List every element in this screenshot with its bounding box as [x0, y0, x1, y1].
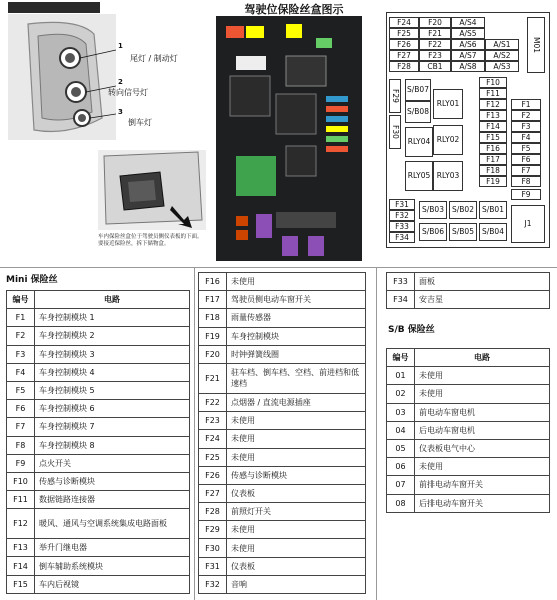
diag-F3: F3: [511, 121, 541, 132]
fuse-code: F19: [199, 327, 227, 345]
fuse-box-photo-image: [216, 16, 362, 261]
lamp-label-2: 转向信号灯: [108, 88, 148, 97]
fuse-circuit: 车身控制模块 4: [35, 363, 190, 381]
fuse-code: F30: [199, 539, 227, 557]
table-row: [199, 448, 366, 466]
fuse-circuit: 未使用: [227, 273, 366, 291]
fuse-circuit: 未使用: [227, 539, 366, 557]
table-row: [387, 385, 550, 403]
diag-F5: F5: [511, 143, 541, 154]
sb-header-circuit: 电路: [415, 349, 550, 367]
diag-F12: F12: [479, 99, 507, 110]
fuse-circuit: 时钟弹簧线圈: [227, 345, 366, 363]
lamp-label-3: 倒车灯: [128, 118, 152, 127]
table-row: [199, 503, 366, 521]
table-row: [199, 539, 366, 557]
fuse-circuit: 未使用: [415, 458, 550, 476]
diag-AS8: A/S8: [451, 61, 485, 72]
diag-AS3: A/S3: [485, 61, 519, 72]
fuse-circuit: 点烟器 / 直流电源插座: [227, 393, 366, 411]
fuse-circuit: 安吉星: [415, 291, 550, 309]
diag-F28: F28: [389, 61, 419, 72]
table-row: [387, 439, 550, 457]
fuse-code: F14: [7, 557, 35, 575]
fuse-box-photo: [216, 16, 362, 261]
fuse-circuit: 雨量传感器: [227, 309, 366, 327]
lamp-heading-bar: [8, 2, 100, 13]
fuse-circuit: 车身控制模块: [227, 327, 366, 345]
diag-SB01: S/B01: [479, 201, 507, 219]
table-row: [7, 327, 190, 345]
table-row: [199, 393, 366, 411]
fuse-circuit: 传感与诊断模块: [35, 472, 190, 490]
diag-F30: F30: [389, 115, 401, 149]
diag-CB1: CB1: [419, 61, 451, 72]
diag-F17: F17: [479, 154, 507, 165]
diag-F20: F20: [419, 17, 451, 28]
fuse-code: F34: [387, 291, 415, 309]
fuse-circuit: 前电动车窗电机: [415, 403, 550, 421]
table-row: [199, 291, 366, 309]
diag-RLY05: RLY05: [405, 161, 433, 191]
table-row: [7, 575, 190, 593]
table-row: [199, 327, 366, 345]
diag-AS7: A/S7: [451, 50, 485, 61]
fuse-code: F2: [7, 327, 35, 345]
fuse-circuit: 车身控制模块 3: [35, 345, 190, 363]
mini-fuse-title: Mini 保险丝: [6, 275, 58, 285]
fuse-circuit: 举升门继电器: [35, 539, 190, 557]
mini-fuse-table: [6, 290, 190, 594]
diag-AS4: A/S4: [451, 17, 485, 28]
table-row: [7, 509, 190, 539]
fuse-circuit: 暖风、通风与空调系统集成电路面板: [35, 509, 190, 539]
fuse-circuit: 传感与诊断模块: [227, 466, 366, 484]
table-row: [7, 454, 190, 472]
fuse-circuit: 倒车辅助系统模块: [35, 557, 190, 575]
table-row: [199, 309, 366, 327]
section-divider: [0, 267, 557, 268]
fuse-code: F9: [7, 454, 35, 472]
fuse-circuit: 车内后视镜: [35, 575, 190, 593]
glove-box-note: 车内保险丝盒位于驾驶员侧仪表板的下面。要接近保险丝，拆下储物盒。: [98, 234, 203, 247]
diag-F18: F18: [479, 165, 507, 176]
table-row: [199, 575, 366, 593]
diag-RLY01: RLY01: [433, 89, 463, 119]
fuse-circuit: 车身控制模块 6: [35, 400, 190, 418]
table-row: [199, 466, 366, 484]
fuse-code: F23: [199, 412, 227, 430]
fuse-circuit: 车身控制模块 5: [35, 381, 190, 399]
fuse-code: F33: [387, 273, 415, 291]
fuse-code: 02: [387, 385, 415, 403]
mini-header-circuit: 电路: [35, 291, 190, 309]
diag-J1: J1: [511, 205, 545, 243]
fuse-code: F6: [7, 400, 35, 418]
table-row: [387, 458, 550, 476]
diag-AS1: A/S1: [485, 39, 519, 50]
table-row: [7, 472, 190, 490]
diag-RLY02: RLY02: [433, 125, 463, 155]
mini-fuse-table-end: [386, 272, 550, 309]
diag-F22: F22: [419, 39, 451, 50]
fuse-layout-diagram: [386, 12, 550, 248]
diag-F9: F9: [511, 189, 541, 200]
diag-AS6: A/S6: [451, 39, 485, 50]
diag-SB04: S/B04: [479, 223, 507, 241]
diag-RLY03: RLY03: [433, 161, 463, 191]
table-row: [7, 400, 190, 418]
table-row: [7, 363, 190, 381]
diag-F32: F32: [389, 210, 415, 221]
diag-F26: F26: [389, 39, 419, 50]
table-row: [7, 345, 190, 363]
diag-F1: F1: [511, 99, 541, 110]
glove-box-image: [98, 150, 206, 230]
fuse-circuit: 车身控制模块 1: [35, 309, 190, 327]
table-row: [199, 345, 366, 363]
diag-AS5: A/S5: [451, 28, 485, 39]
fuse-circuit: 面板: [415, 273, 550, 291]
fuse-code: F22: [199, 393, 227, 411]
fuse-circuit: 车身控制模块 7: [35, 418, 190, 436]
fuse-code: F26: [199, 466, 227, 484]
diag-AS2: A/S2: [485, 50, 519, 61]
fuse-circuit: 驻车档、倒车档、空档、前进档和低速档: [227, 363, 366, 393]
diag-F33: F33: [389, 221, 415, 232]
sb-fuse-title: S/B 保险丝: [388, 325, 435, 335]
table-row: [7, 436, 190, 454]
diag-F34: F34: [389, 232, 415, 243]
diag-F16: F16: [479, 143, 507, 154]
table-row: [387, 476, 550, 494]
lamp-illustration: [4, 2, 200, 142]
table-row: [7, 309, 190, 327]
diag-F15: F15: [479, 132, 507, 143]
table-row: [199, 363, 366, 393]
table-row: [199, 484, 366, 502]
mini-header-num: 编号: [7, 291, 35, 309]
glove-box-illustration: [98, 150, 206, 262]
lamp-num-3: 3: [118, 108, 123, 116]
table-row: [7, 381, 190, 399]
fuse-code: F10: [7, 472, 35, 490]
fuse-code: F11: [7, 491, 35, 509]
table-row: [7, 539, 190, 557]
table-row: [7, 557, 190, 575]
fuse-code: 08: [387, 494, 415, 512]
diag-F21: F21: [419, 28, 451, 39]
fuse-code: F20: [199, 345, 227, 363]
table-row: [387, 494, 550, 512]
table-row: [199, 412, 366, 430]
fuse-circuit: 仪表板: [227, 557, 366, 575]
fuse-circuit: 驾驶员侧电动车窗开关: [227, 291, 366, 309]
fuse-code: F24: [199, 430, 227, 448]
diag-SB07: S/B07: [405, 79, 431, 101]
diag-F4: F4: [511, 132, 541, 143]
diag-F6: F6: [511, 154, 541, 165]
lamp-num-2: 2: [118, 78, 123, 86]
tail-lamp-image: [8, 14, 116, 140]
diag-SB05: S/B05: [449, 223, 477, 241]
fuse-code: 07: [387, 476, 415, 494]
mini-fuse-table-continued: [198, 272, 366, 594]
table-row: [387, 421, 550, 439]
lamp-num-1: 1: [118, 42, 123, 50]
fuse-circuit: 仪表板电气中心: [415, 439, 550, 457]
fuse-circuit: 未使用: [415, 385, 550, 403]
diag-F7: F7: [511, 165, 541, 176]
fuse-code: 01: [387, 367, 415, 385]
diag-F13: F13: [479, 110, 507, 121]
fuse-code: F15: [7, 575, 35, 593]
diag-SB03: S/B03: [419, 201, 447, 219]
diag-RLY04: RLY04: [405, 127, 433, 157]
photo-title: 驾驶位保险丝盒图示: [244, 3, 344, 16]
table-row: [387, 273, 550, 291]
fuse-code: F17: [199, 291, 227, 309]
fuse-circuit: 未使用: [227, 430, 366, 448]
fuse-circuit: 车身控制模块 8: [35, 436, 190, 454]
fuse-code: F28: [199, 503, 227, 521]
fuse-circuit: 未使用: [415, 367, 550, 385]
table-row: [199, 521, 366, 539]
sb-fuse-header-row: [387, 349, 550, 367]
diag-F25: F25: [389, 28, 419, 39]
fuse-code: 03: [387, 403, 415, 421]
table-row: [387, 367, 550, 385]
fuse-code: F32: [199, 575, 227, 593]
fuse-circuit: 音响: [227, 575, 366, 593]
fuse-code: F4: [7, 363, 35, 381]
table-row: [387, 403, 550, 421]
fuse-code: F8: [7, 436, 35, 454]
fuse-circuit: 后电动车窗电机: [415, 421, 550, 439]
diag-SB06: S/B06: [419, 223, 447, 241]
diag-F23: F23: [419, 50, 451, 61]
diag-F11: F11: [479, 88, 507, 99]
table-row: [199, 557, 366, 575]
fuse-code: F5: [7, 381, 35, 399]
fuse-code: 04: [387, 421, 415, 439]
fuse-code: F1: [7, 309, 35, 327]
fuse-circuit: 仪表板: [227, 484, 366, 502]
diag-F29: F29: [389, 79, 401, 113]
fuse-code: F29: [199, 521, 227, 539]
column-divider-1: [194, 267, 195, 600]
diag-F2: F2: [511, 110, 541, 121]
table-row: [387, 291, 550, 309]
fuse-code: 06: [387, 458, 415, 476]
fuse-code: F25: [199, 448, 227, 466]
fuse-code: F31: [199, 557, 227, 575]
fuse-circuit: 数据链路连接器: [35, 491, 190, 509]
diag-F24: F24: [389, 17, 419, 28]
column-divider-2: [376, 267, 377, 600]
table-row: [199, 273, 366, 291]
fuse-code: F13: [7, 539, 35, 557]
diag-F31: F31: [389, 199, 415, 210]
fuse-circuit: 点火开关: [35, 454, 190, 472]
diag-F14: F14: [479, 121, 507, 132]
fuse-code: 05: [387, 439, 415, 457]
lamp-label-1: 尾灯 / 制动灯: [130, 54, 178, 63]
fuse-code: F21: [199, 363, 227, 393]
diag-SB08: S/B08: [405, 101, 431, 123]
diag-F8: F8: [511, 176, 541, 187]
fuse-code: F27: [199, 484, 227, 502]
diag-M01: M01: [527, 17, 545, 73]
fuse-code: F12: [7, 509, 35, 539]
diag-F27: F27: [389, 50, 419, 61]
sb-fuse-table: [386, 348, 550, 513]
diag-SB02: S/B02: [449, 201, 477, 219]
fuse-code: F7: [7, 418, 35, 436]
fuse-circuit: 未使用: [227, 448, 366, 466]
table-row: [199, 430, 366, 448]
table-row: [7, 418, 190, 436]
fuse-circuit: 后排电动车窗开关: [415, 494, 550, 512]
fuse-circuit: 前照灯开关: [227, 503, 366, 521]
mini-fuse-header-row: [7, 291, 190, 309]
fuse-circuit: 车身控制模块 2: [35, 327, 190, 345]
fuse-code: F3: [7, 345, 35, 363]
fuse-circuit: 前排电动车窗开关: [415, 476, 550, 494]
fuse-circuit: 未使用: [227, 412, 366, 430]
fuse-code: F18: [199, 309, 227, 327]
diag-F10: F10: [479, 77, 507, 88]
diag-F19: F19: [479, 176, 507, 187]
sb-header-num: 编号: [387, 349, 415, 367]
fuse-circuit: 未使用: [227, 521, 366, 539]
fuse-code: F16: [199, 273, 227, 291]
table-row: [7, 491, 190, 509]
